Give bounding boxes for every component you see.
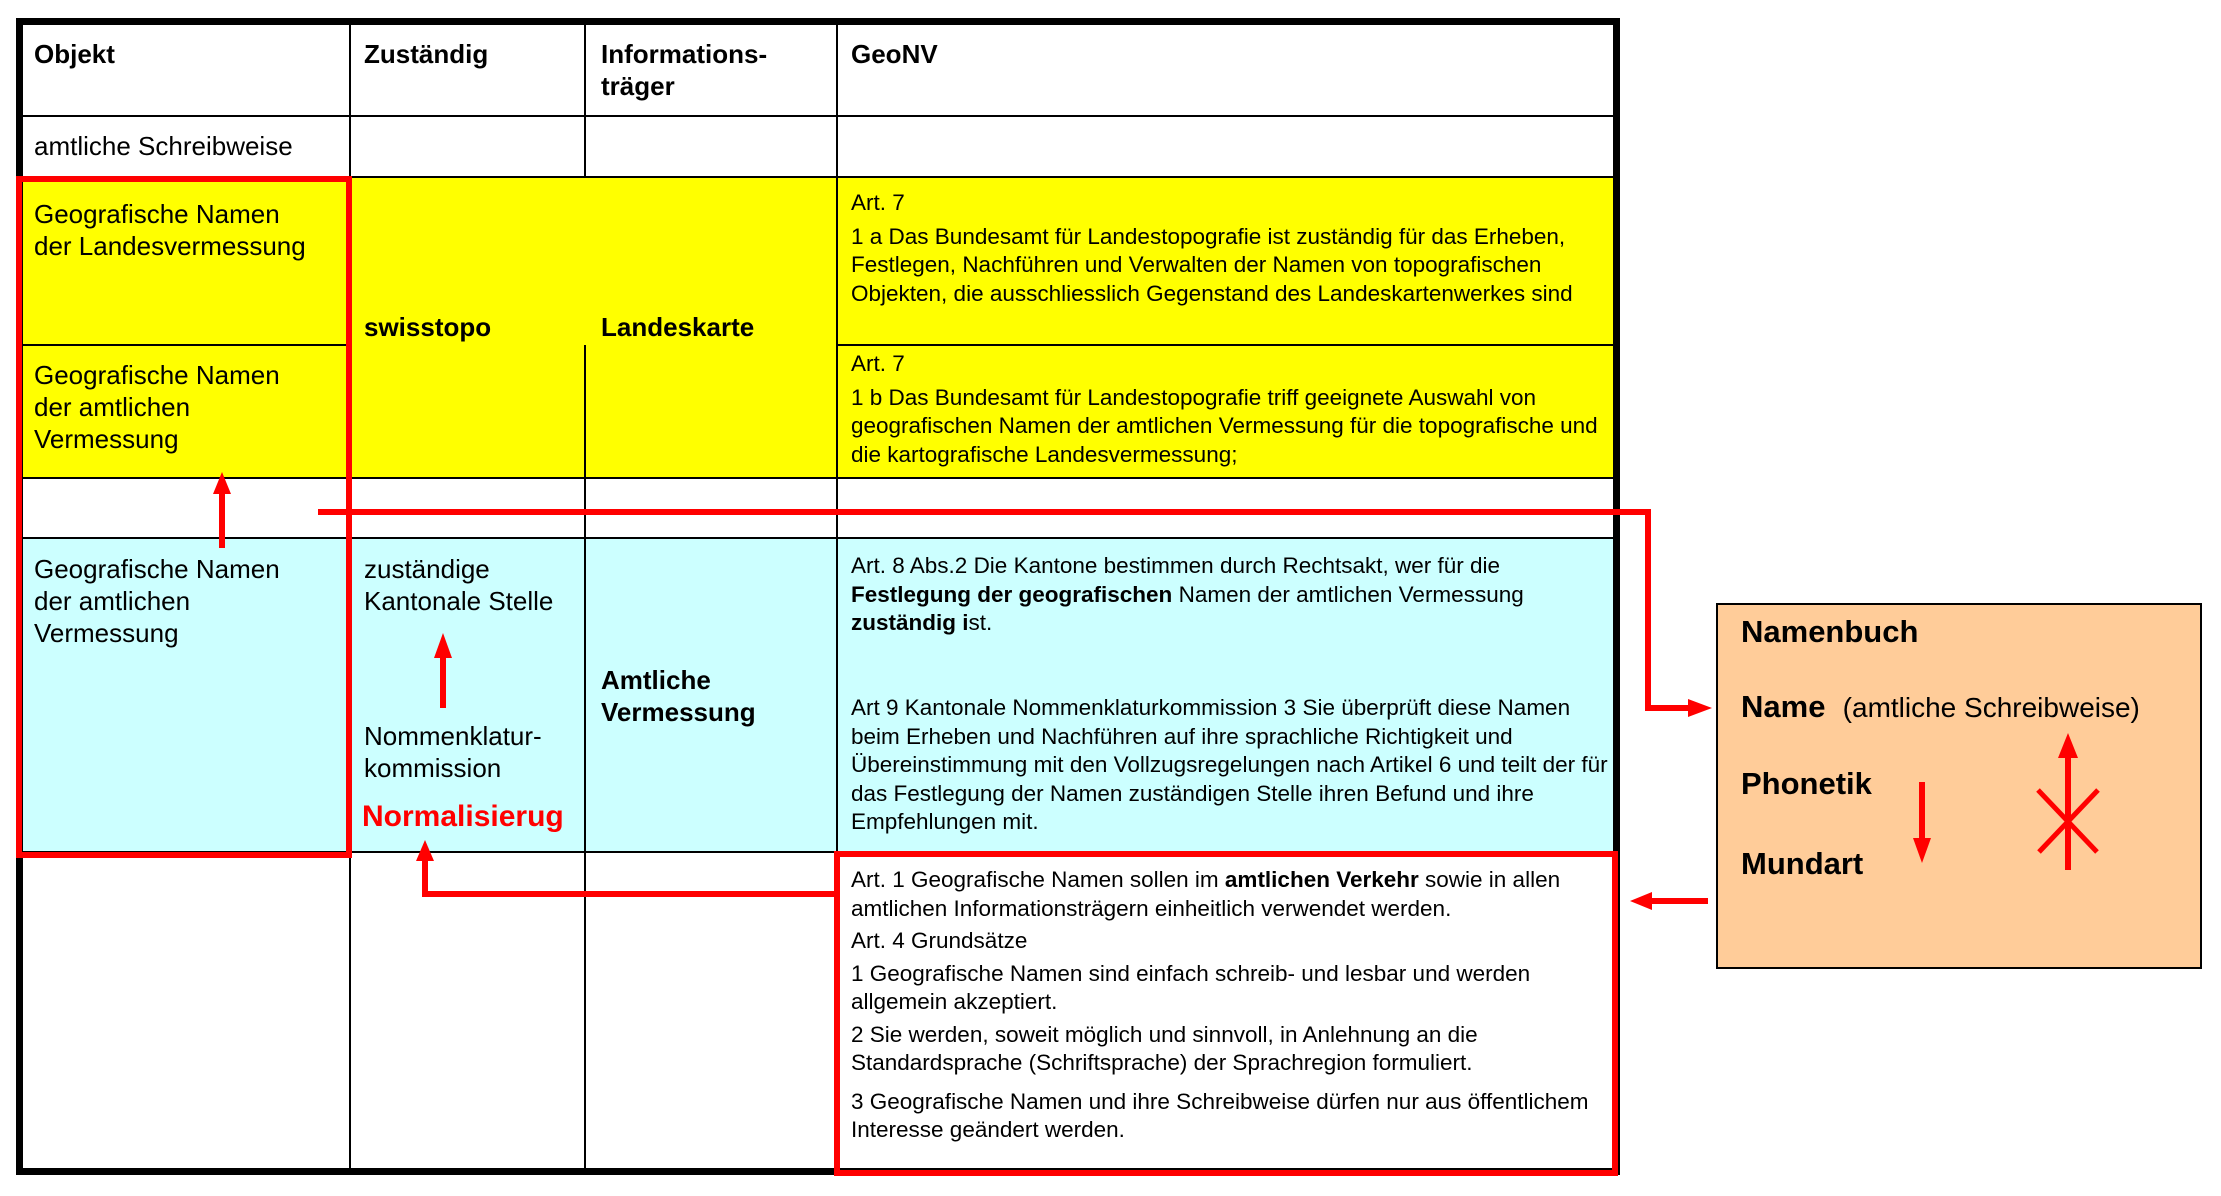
header-zustaendig: Zuständig bbox=[364, 39, 489, 69]
cell-informationstraeger-amtliche-vermessung: Amtliche Vermessung bbox=[601, 665, 756, 727]
header-objekt: Objekt bbox=[34, 39, 115, 69]
namenbuch-title: Namenbuch bbox=[1741, 614, 1919, 649]
cell-objekt-amtliche-vermessung-2: Geografische Namen der amtlichen Vermessung bbox=[34, 554, 280, 648]
art4-2: 2 Sie werden, soweit möglich und sinnvoll, in Anlehnung an die Standardsprache (Schriftsprache) der Sprachregion formuliert. bbox=[851, 1021, 1478, 1075]
art1-bold: amtlichen Verkehr bbox=[1224, 867, 1419, 892]
art7b-title: Art. 7 bbox=[851, 351, 905, 376]
header-informationstraeger: Informations- träger bbox=[601, 39, 768, 101]
art1-part1: Art. 1 Geografische Namen sollen im bbox=[851, 867, 1225, 892]
art7a-title: Art. 7 bbox=[851, 190, 905, 215]
art4-title: Art. 4 Grundsätze bbox=[851, 928, 1028, 953]
namenbuch-name-label: Name bbox=[1741, 689, 1826, 724]
art8-bold1: Festlegung der geografischen bbox=[851, 581, 1173, 607]
namenbuch-name-note: (amtliche Schreibweise) bbox=[1842, 692, 2140, 723]
art8-part2: Namen der amtlichen Vermessung bbox=[1172, 581, 1524, 607]
cell-zustaendige-kantonale-stelle: zuständige Kantonale Stelle bbox=[364, 554, 554, 616]
normalisierung-label: Normalisierug bbox=[362, 800, 564, 833]
header-geonv: GeoNV bbox=[851, 39, 938, 69]
cell-amtliche-schreibweise: amtliche Schreibweise bbox=[34, 131, 293, 161]
cell-informationstraeger-landeskarte: Landeskarte bbox=[601, 312, 755, 342]
namenbuch-phonetik: Phonetik bbox=[1741, 766, 1872, 801]
namenbuch-mundart: Mundart bbox=[1741, 846, 1864, 881]
cell-zustaendig-swisstopo: swisstopo bbox=[364, 312, 492, 342]
art8-bold2: zuständig i bbox=[851, 610, 969, 635]
art9-text: Art 9 Kantonale Nommenklaturkommission 3 Sie überprüft diese Namen beim Erheben und Nachführen auf ihre sprachliche Richtigkeit und Übereinstimmung mit den Vollzugsregelungen nach Artikel 6 und teilt der für das Festlegung der Namen zuständigen Stelle ihren Befund und ihre Empfehlungen mit. bbox=[851, 695, 1608, 834]
cell-objekt-amtliche-vermessung-1: Geografische Namen der amtlichen Vermessung bbox=[34, 360, 280, 454]
art8-part1: Art. 8 Abs.2 Die Kantone bestimmen durch Rechtsakt, wer für die bbox=[851, 553, 1501, 578]
cell-objekt-landesvermessung: Geografische Namen der Landesvermessung bbox=[34, 199, 306, 261]
arrow-down-icon bbox=[1913, 782, 1931, 863]
art7a-text: 1 a Das Bundesamt für Landestopografie ist zuständig für das Erheben, Festlegen, Nachführen und Verwalten der Namen von topografischen Objekten, die ausschliesslich Gegenstand des Landeskartenwerkes sind bbox=[851, 223, 1573, 306]
art4-1: 1 Geografische Namen sind einfach schreib- und lesbar und werden allgemein akzeptiert. bbox=[851, 960, 1531, 1014]
art4-3: 3 Geografische Namen und ihre Schreibweise dürfen nur aus öffentlichem Interesse geändert werden. bbox=[851, 1088, 1589, 1142]
cell-nommenklaturkommission: Nommenklatur- kommission bbox=[364, 721, 542, 783]
art1-part2: sowie in allen amtlichen Informationsträgern einheitlich verwendet werden. bbox=[851, 867, 1561, 921]
art7b-text: 1 b Das Bundesamt für Landestopografie triff geeignete Auswahl von geografischen Namen der amtlichen Vermessung für die topografische und die kartografische Landesvermessung; bbox=[851, 384, 1598, 467]
crossed-arrow-icon bbox=[2038, 733, 2098, 870]
art8-part3: st. bbox=[968, 610, 993, 635]
